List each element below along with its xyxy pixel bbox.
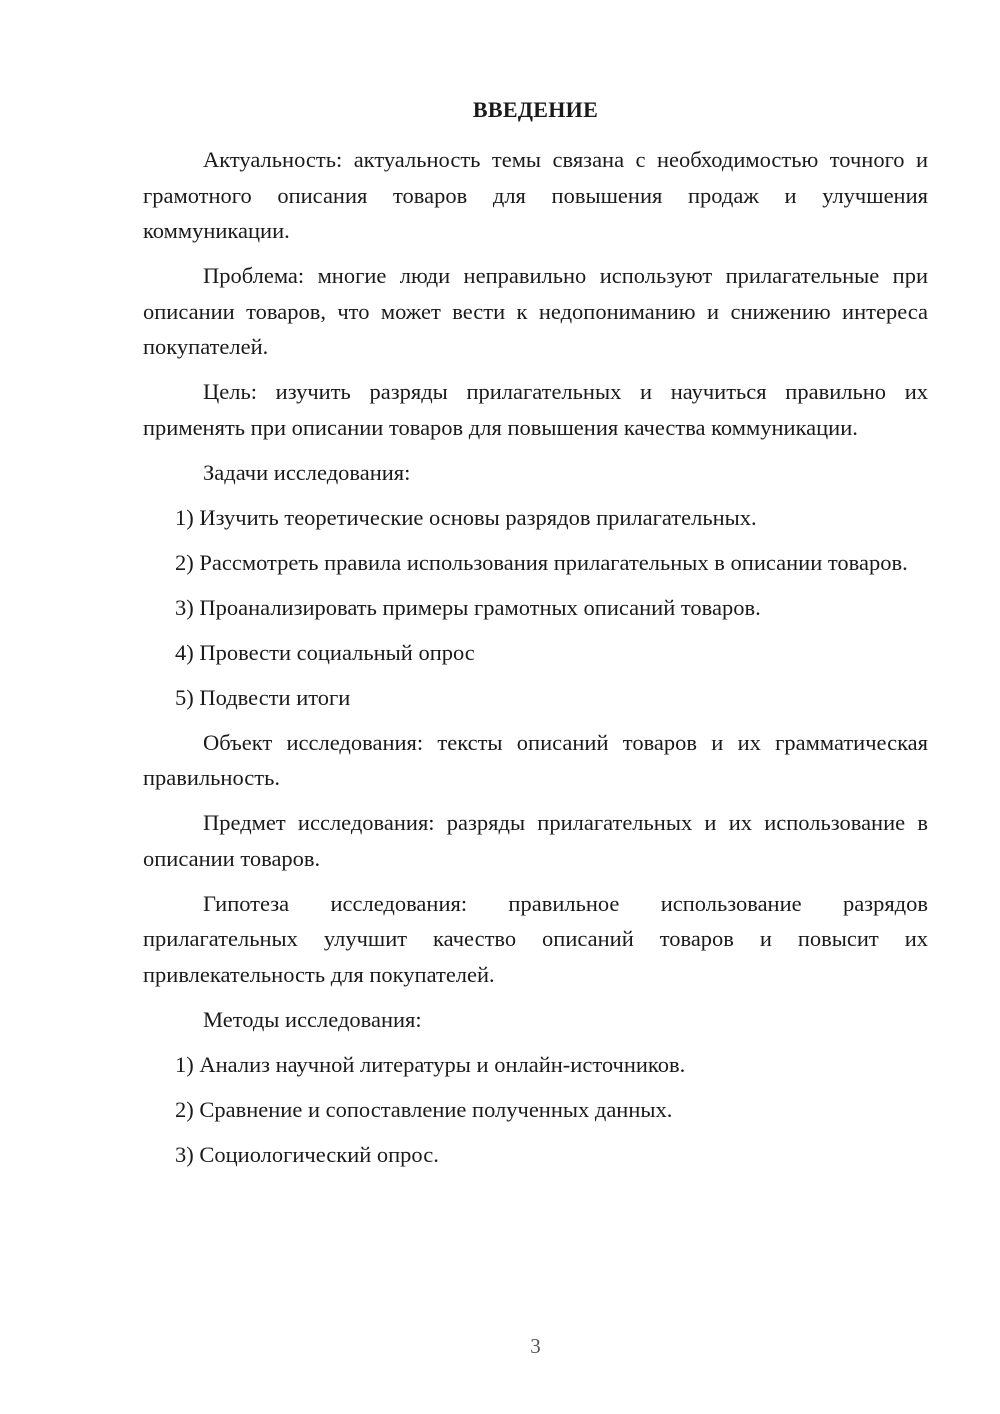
task-item: 1) Изучить теоретические основы разрядов прилагательных. (175, 504, 757, 530)
problem-paragraph: Проблема: многие люди неправильно используют прилагательные при описании товаров, что может вести к недопониманию и снижению интереса покупателей. (143, 263, 928, 359)
methods-heading: Методы исследования: (203, 1006, 422, 1032)
document-body (143, 142, 928, 1182)
method-item: 2) Сравнение и сопоставление полученных данных. (175, 1096, 673, 1122)
goal-paragraph: Цель: изучить разряды прилагательных и научиться правильно их применять при описании товаров для повышения качества коммуникации. (143, 379, 928, 440)
hypothesis-paragraph: Гипотеза исследования: правильное использование разрядов прилагательных улучшит качество описаний товаров и повысит их привлекательность для покупателей. (143, 890, 928, 987)
object-paragraph: Объект исследования: тексты описаний товаров и их грамматическая правильность. (143, 729, 928, 790)
task-item: 3) Проанализировать примеры грамотных описаний товаров. (175, 594, 761, 620)
task-item: 2) Рассмотреть правила использования прилагательных в описании товаров. (175, 549, 908, 575)
subject-paragraph: Предмет исследования: разряды прилагательных и их использование в описании товаров. (143, 810, 928, 871)
method-item: 3) Социологический опрос. (175, 1141, 439, 1167)
task-item: 4) Провести социальный опрос (175, 639, 475, 665)
task-item: 5) Подвести итоги (175, 684, 351, 710)
method-item: 1) Анализ научной литературы и онлайн-источников. (175, 1051, 686, 1077)
page-number: 3 (530, 1334, 541, 1358)
document-page (143, 0, 928, 1414)
section-title: ВВЕДЕНИЕ (472, 97, 599, 122)
tasks-heading: Задачи исследования: (203, 459, 411, 485)
relevance-paragraph: Актуальность: актуальность темы связана с необходимостью точного и грамотного описания товаров для повышения продаж и улучшения коммуникации. (143, 147, 928, 243)
